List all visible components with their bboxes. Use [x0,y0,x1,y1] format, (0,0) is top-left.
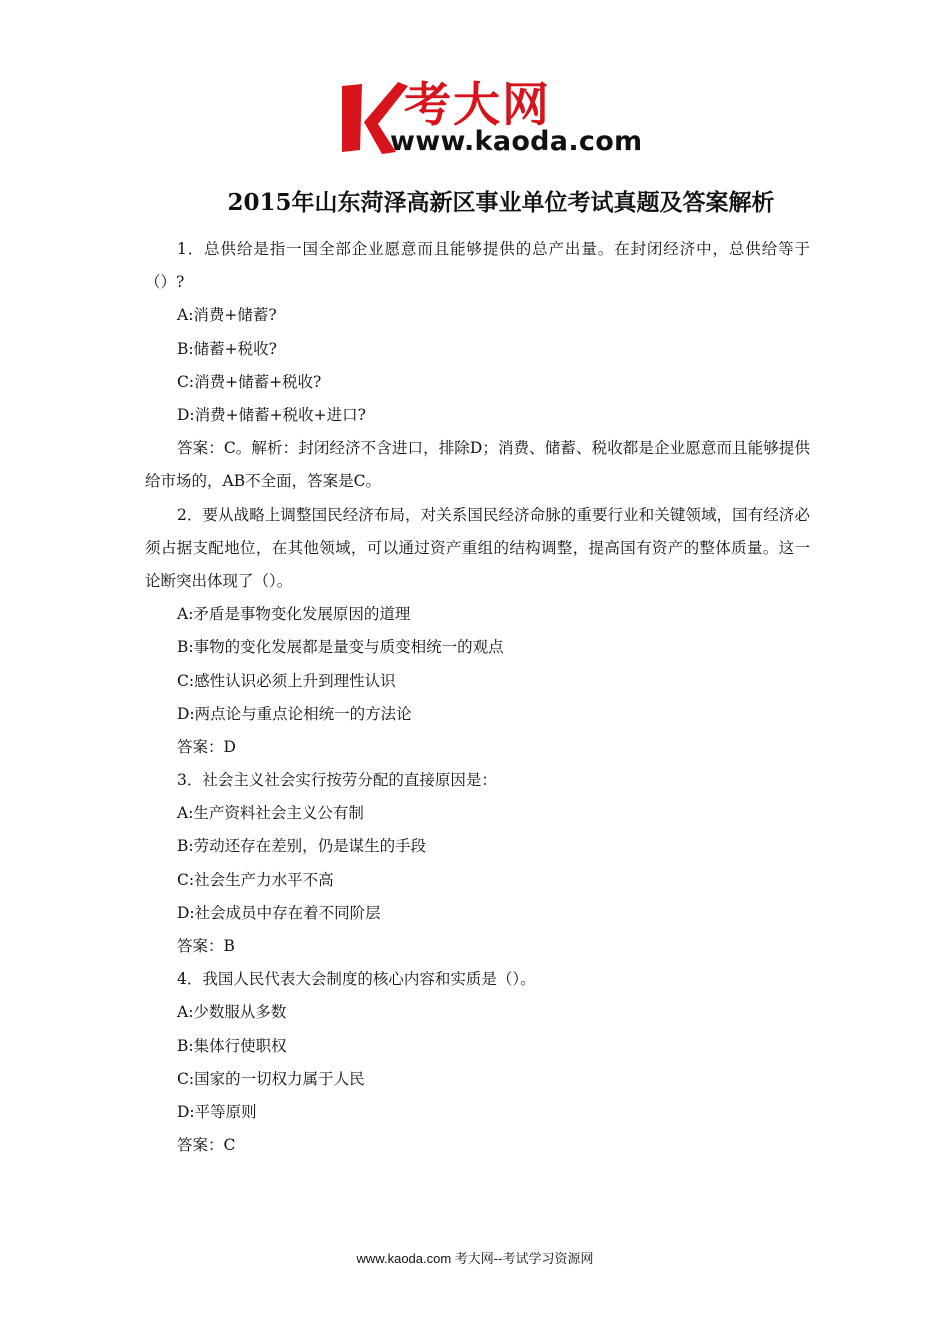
option: C:感性认识必须上升到理性认识 [177,671,396,690]
option: B:事物的变化发展都是量变与质变相统一的观点 [177,638,504,657]
logo-brand-cn: 考大网 [404,78,551,133]
option: D:消费+储蓄+税收+进口? [177,405,366,424]
question-list [145,237,810,1166]
option: D:平等原则 [177,1102,257,1121]
answer: 答案：C [177,1136,236,1155]
question-stem: 4．我国人民代表大会制度的核心内容和实质是（）。 [177,970,536,989]
option: B:劳动还存在差别，仍是谋生的手段 [177,837,427,856]
question-stem: 1．总供给是指一国全部企业愿意而且能够提供的总产出量。在封闭经济中，总供给等于（）? [145,240,810,292]
page-footer: www.kaoda.com 考大网--考试学习资源网 [356,1251,594,1266]
option: C:社会生产力水平不高 [177,870,334,889]
option: B:储蓄+税收? [177,339,277,358]
option: A:少数服从多数 [177,1003,287,1022]
option: B:集体行使职权 [177,1036,287,1055]
option: D:社会成员中存在着不同阶层 [177,903,381,922]
answer: 答案：B [177,937,235,956]
option: D:两点论与重点论相统一的方法论 [177,704,412,723]
kaoda-logo [338,74,658,160]
document-title: 2015年山东菏泽高新区事业单位考试真题及答案解析 [227,189,775,216]
question-stem: 3．社会主义社会实行按劳分配的直接原因是： [177,771,497,790]
option: C:国家的一切权力属于人民 [177,1069,365,1088]
answer: 答案：D [177,737,236,756]
question-stem: 2．要从战略上调整国民经济布局，对关系国民经济命脉的重要行业和关键领域，国有经济必须占据支配地位，在其他领域，可以通过资产重组的结构调整，提高国有资产的整体质量。这一论断突出体现了（）。 [145,505,810,590]
option: C:消费+储蓄+税收? [177,372,322,391]
option: A:消费+储蓄? [177,306,277,325]
logo-brand-url: www.kaoda.com [390,126,643,157]
option: A:矛盾是事物变化发展原因的道理 [177,605,411,624]
answer: 答案：C。解析：封闭经济不含进口，排除D；消费、储蓄、税收都是企业愿意而且能够提供给市场的，AB不全面，答案是C。 [145,439,810,491]
option: A:生产资料社会主义公有制 [177,804,364,823]
